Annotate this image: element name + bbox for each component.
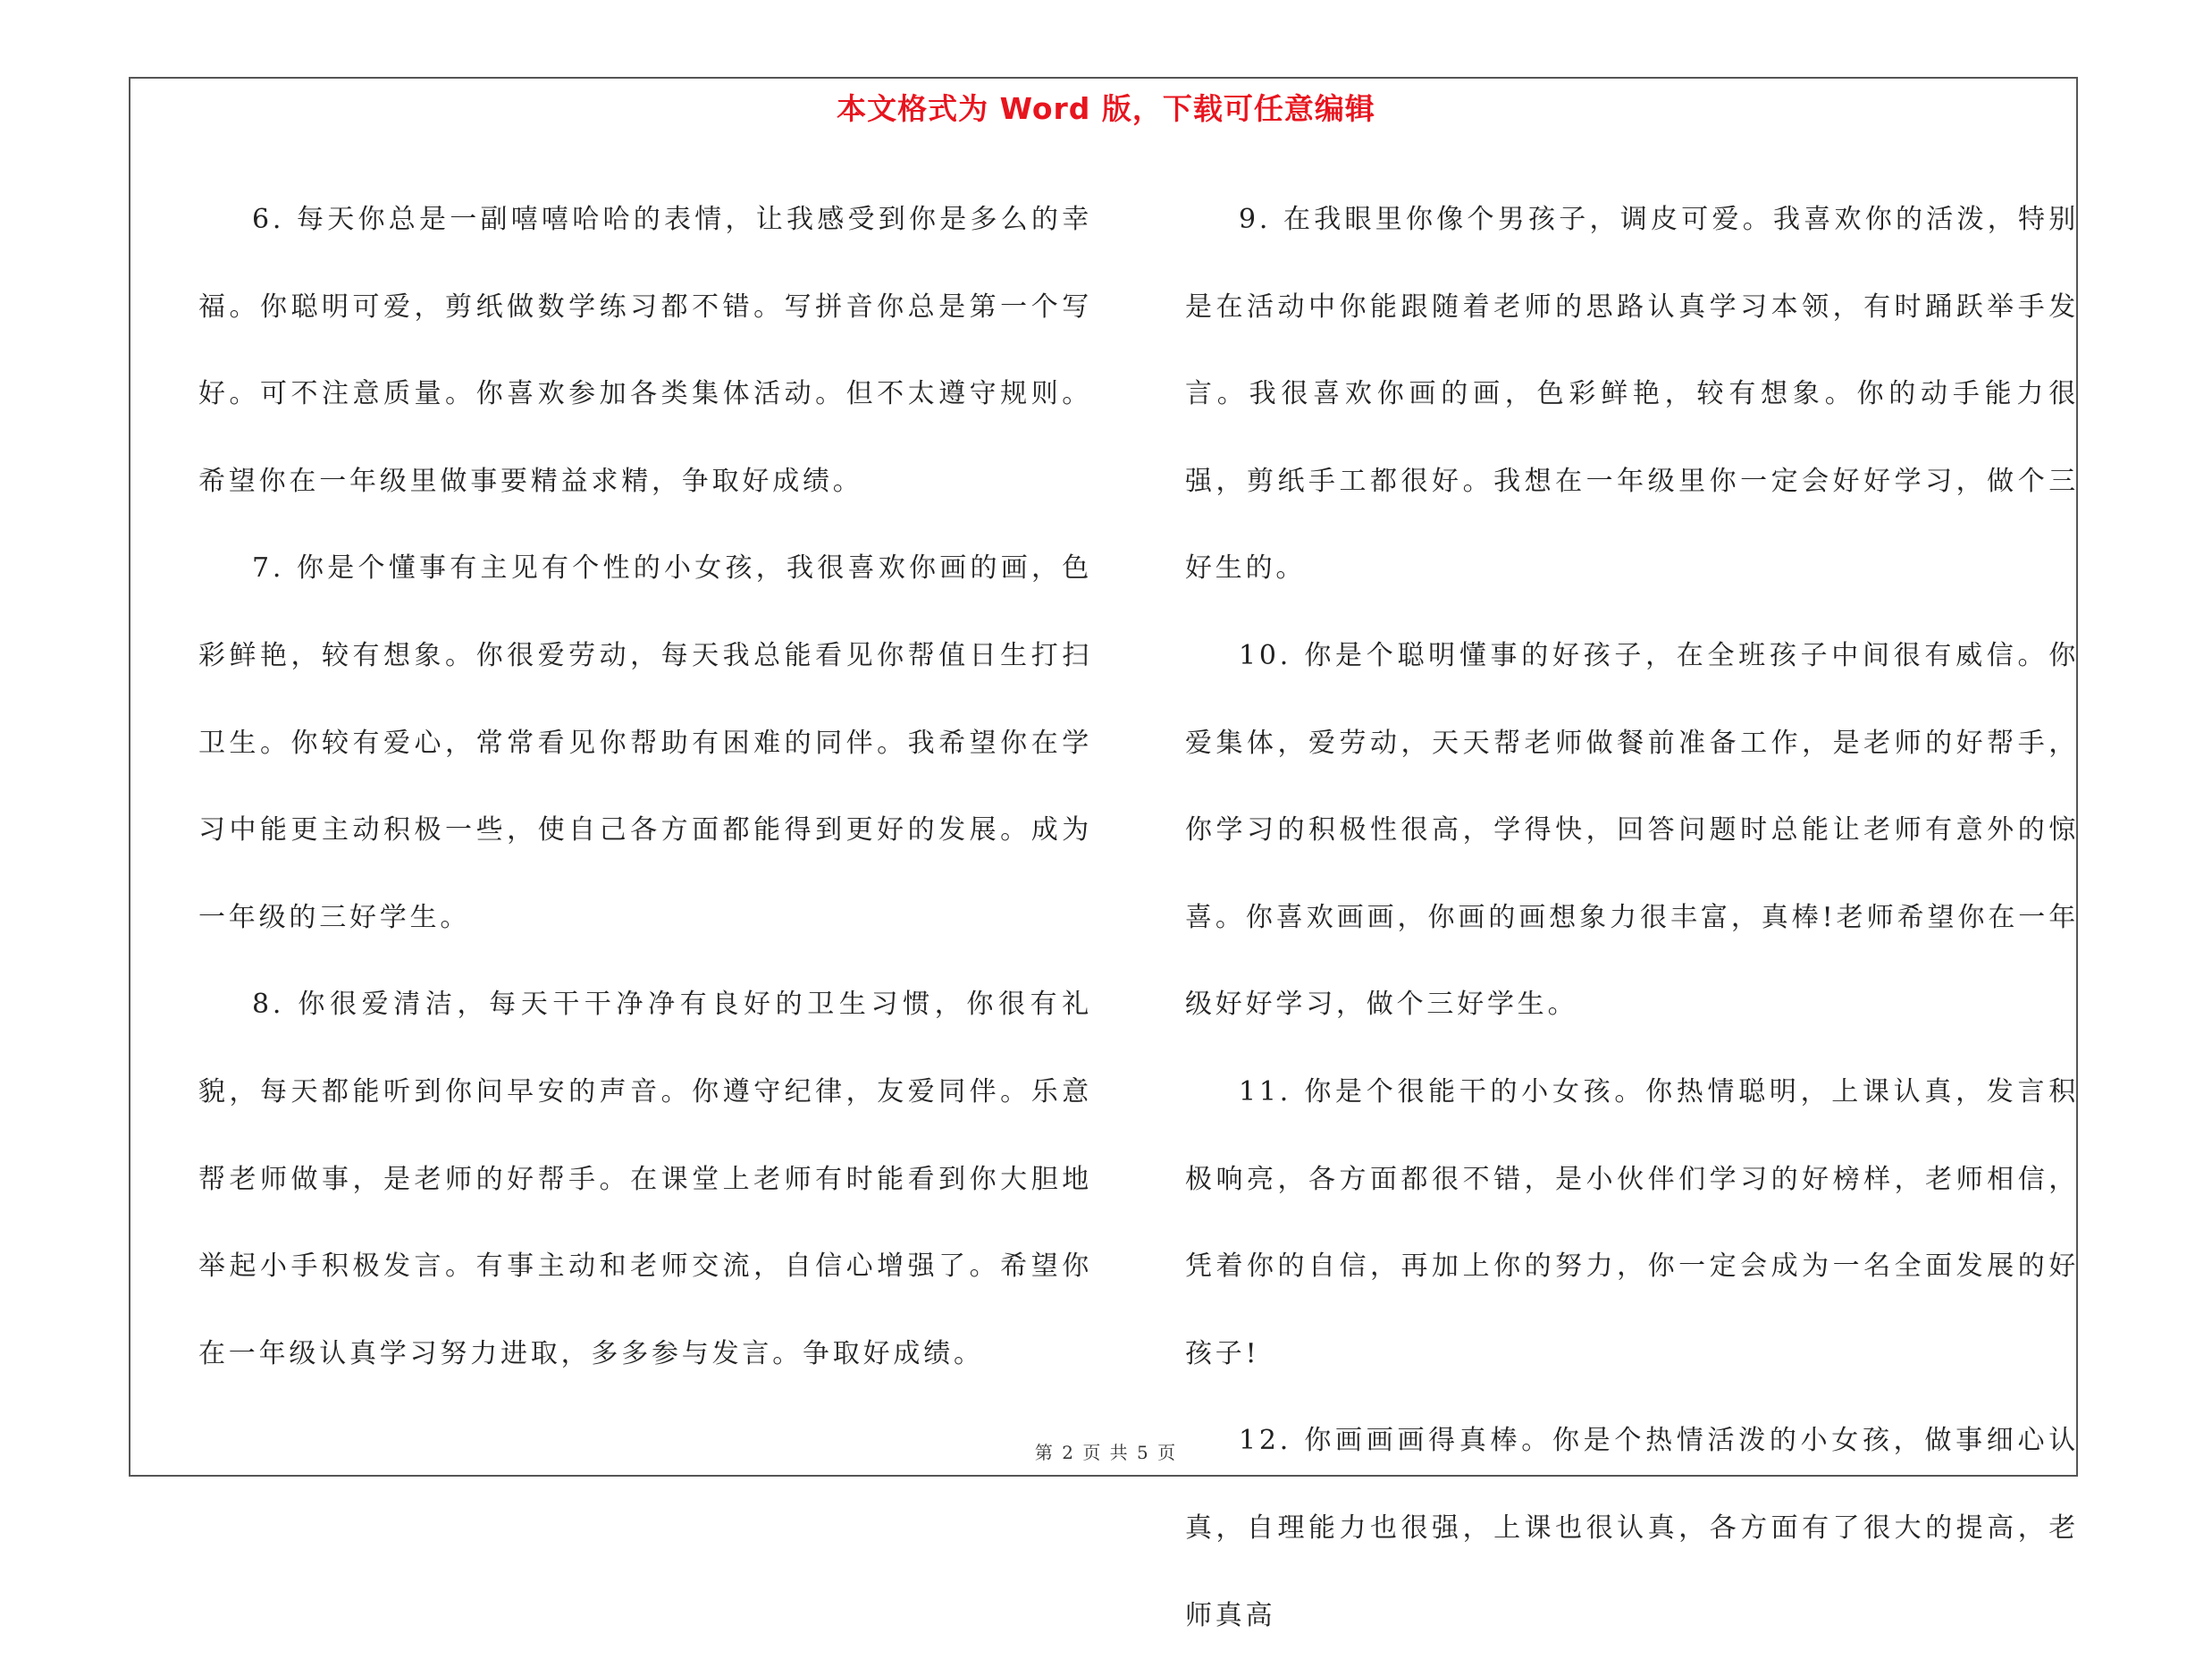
paragraph-8: 8. 你很爱清洁，每天干干净净有良好的卫生习惯，你很有礼貌，每天都能听到你问早安的声音。你遵守纪律，友爱同伴。乐意帮老师做事，是老师的好帮手。在课堂上老师有时能看到你大胆地举起小手积极发言。有事主动和老师交流，自信心增强了。希望你在一年级认真学习努力进取，多多参与发言。争取好成绩。 [198, 989, 1092, 1369]
page-number: 第 2 页 共 5 页 [1034, 1442, 1178, 1463]
format-banner: 本文格式为 Word 版，下载可任意编辑 [837, 91, 1375, 126]
paragraph-12: 12. 你画画画得真棒。你是个热情活泼的小女孩，做事细心认真，自理能力也很强，上课也很认真，各方面有了很大的提高，老师真高 [1185, 1425, 2079, 1631]
left-column [198, 176, 1092, 1397]
paragraph-11: 11. 你是个很能干的小女孩。你热情聪明，上课认真，发言积极响亮，各方面都很不错，是小伙伴们学习的好榜样，老师相信，凭着你的自信，再加上你的努力，你一定会成为一名全面发展的好孩子! [1185, 1075, 2079, 1369]
right-column [1185, 176, 2079, 1659]
paragraph-10: 10. 你是个聪明懂事的好孩子，在全班孩子中间很有威信。你爱集体，爱劳动，天天帮老师做餐前准备工作，是老师的好帮手，你学习的积极性很高，学得快，回答问题时总能让老师有意外的惊喜。你喜欢画画，你画的画想象力很丰富，真棒!老师希望你在一年级好好学习，做个三好学生。 [1185, 639, 2079, 1021]
paragraph-6: 6. 每天你总是一副嘻嘻哈哈的表情，让我感受到你是多么的幸福。你聪明可爱，剪纸做数学练习都不错。写拼音你总是第一个写好。可不注意质量。你喜欢参加各类集体活动。但不太遵守规则。希望你在一年级里做事要精益求精，争取好成绩。 [198, 204, 1092, 497]
paragraph-9: 9. 在我眼里你像个男孩子，调皮可爱。我喜欢你的活泼，特别是在活动中你能跟随着老师的思路认真学习本领，有时踊跃举手发言。我很喜欢你画的画，色彩鲜艳，较有想象。你的动手能力很强，剪纸手工都很好。我想在一年级里你一定会好好学习，做个三好生的。 [1185, 204, 2079, 585]
paragraph-7: 7. 你是个懂事有主见有个性的小女孩，我很喜欢你画的画，色彩鲜艳，较有想象。你很爱劳动，每天我总能看见你帮值日生打扫卫生。你较有爱心，常常看见你帮助有困难的同伴。我希望你在学习中能更主动积极一些，使自己各方面都能得到更好的发展。成为一年级的三好学生。 [198, 552, 1092, 933]
